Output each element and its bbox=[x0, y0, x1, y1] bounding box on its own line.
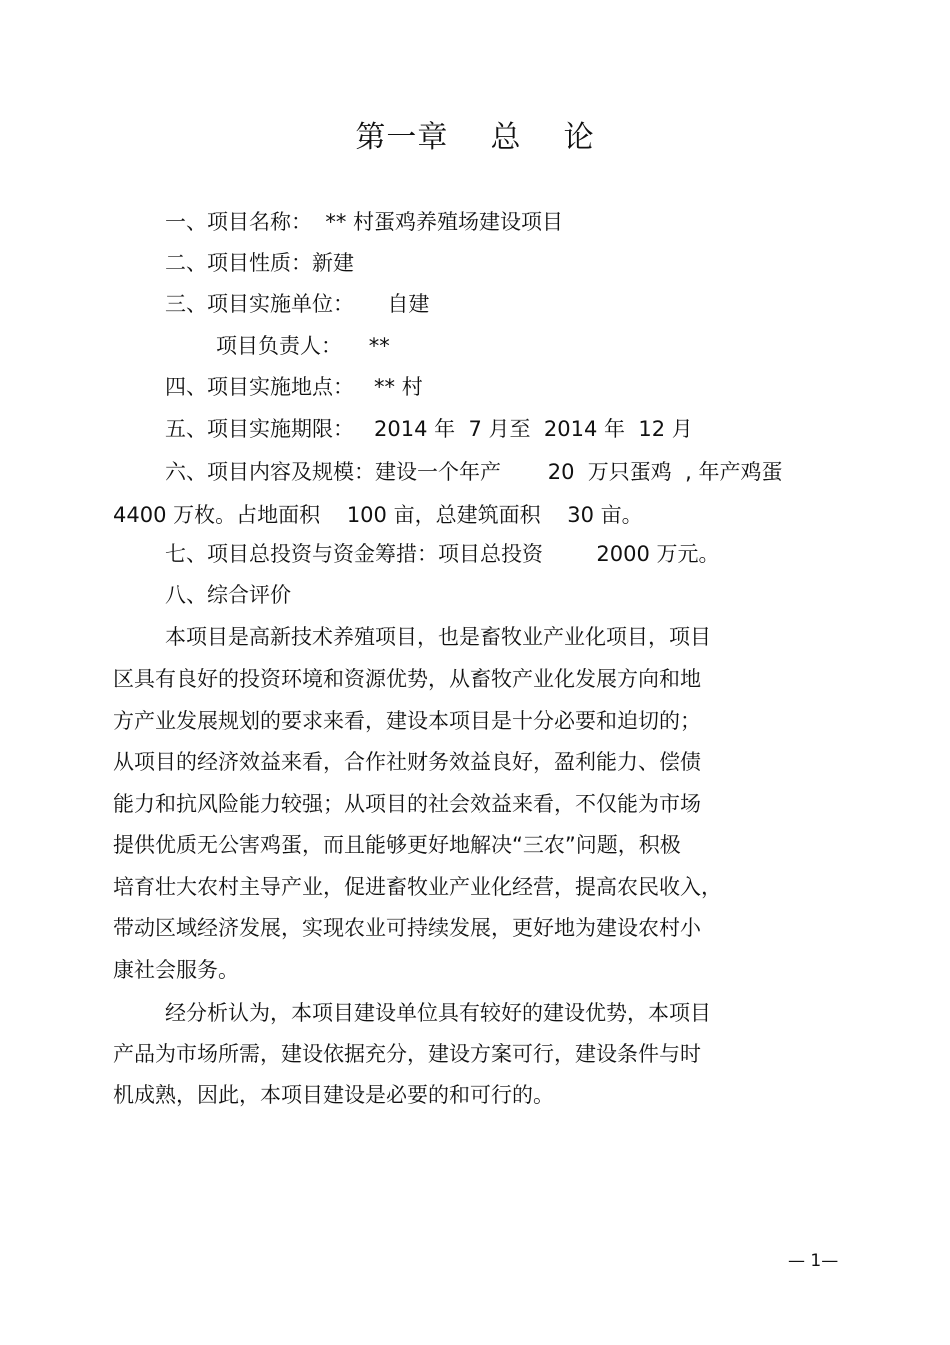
paragraph-line: 经分析认为，本项目建设单位具有较好的建设优势，本项目 bbox=[165, 1001, 711, 1025]
item-project-nature: 二、项目性质：新建 bbox=[165, 251, 354, 275]
paragraph-line: 提供优质无公害鸡蛋，而且能够更好地解决“三农”问题，积极 bbox=[113, 833, 681, 857]
item-content-scale: 六、项目内容及规模：建设一个年产 20 万只蛋鸡 , 年产鸡蛋 bbox=[165, 460, 783, 484]
paragraph-line: 机成熟，因此，本项目建设是必要的和可行的。 bbox=[113, 1083, 554, 1107]
item-implementing-unit: 三、项目实施单位： 自建 bbox=[165, 292, 430, 316]
paragraph-line: 区具有良好的投资环境和资源优势，从畜牧产业化发展方向和地 bbox=[113, 667, 701, 691]
item-content-scale-cont: 4400 万枚。占地面积 100 亩，总建筑面积 30 亩。 bbox=[113, 503, 643, 527]
item-investment: 七、项目总投资与资金筹措：项目总投资 2000 万元。 bbox=[165, 542, 720, 566]
paragraph-line: 康社会服务。 bbox=[113, 958, 239, 982]
chapter-title: 第一章 总 论 bbox=[355, 120, 595, 155]
paragraph-line: 产品为市场所需，建设依据充分，建设方案可行，建设条件与时 bbox=[113, 1042, 701, 1066]
paragraph-line: 本项目是高新技术养殖项目，也是畜牧业产业化项目，项目 bbox=[165, 625, 711, 649]
paragraph-line: 带动区域经济发展，实现农业可持续发展，更好地为建设农村小 bbox=[113, 916, 701, 940]
paragraph-line: 从项目的经济效益来看，合作社财务效益良好，盈利能力、偿债 bbox=[113, 750, 701, 774]
paragraph-line: 方产业发展规划的要求来看，建设本项目是十分必要和迫切的； bbox=[113, 709, 701, 733]
paragraph-line: 培育壮大农村主导产业，促进畜牧业产业化经营，提高农民收入， bbox=[113, 875, 722, 899]
paragraph-line: 能力和抗风险能力较强；从项目的社会效益来看，不仅能为市场 bbox=[113, 792, 701, 816]
item-period: 五、项目实施期限： 2014 年 7 月至 2014 年 12 月 bbox=[165, 417, 693, 441]
item-location: 四、项目实施地点： ** 村 bbox=[165, 375, 423, 399]
item-project-leader: 项目负责人： ** bbox=[216, 334, 390, 358]
item-project-name: 一、项目名称： ** 村蛋鸡养殖场建设项目 bbox=[165, 210, 564, 234]
page-number: — 1— bbox=[788, 1251, 839, 1271]
item-evaluation-heading: 八、综合评价 bbox=[165, 583, 291, 607]
